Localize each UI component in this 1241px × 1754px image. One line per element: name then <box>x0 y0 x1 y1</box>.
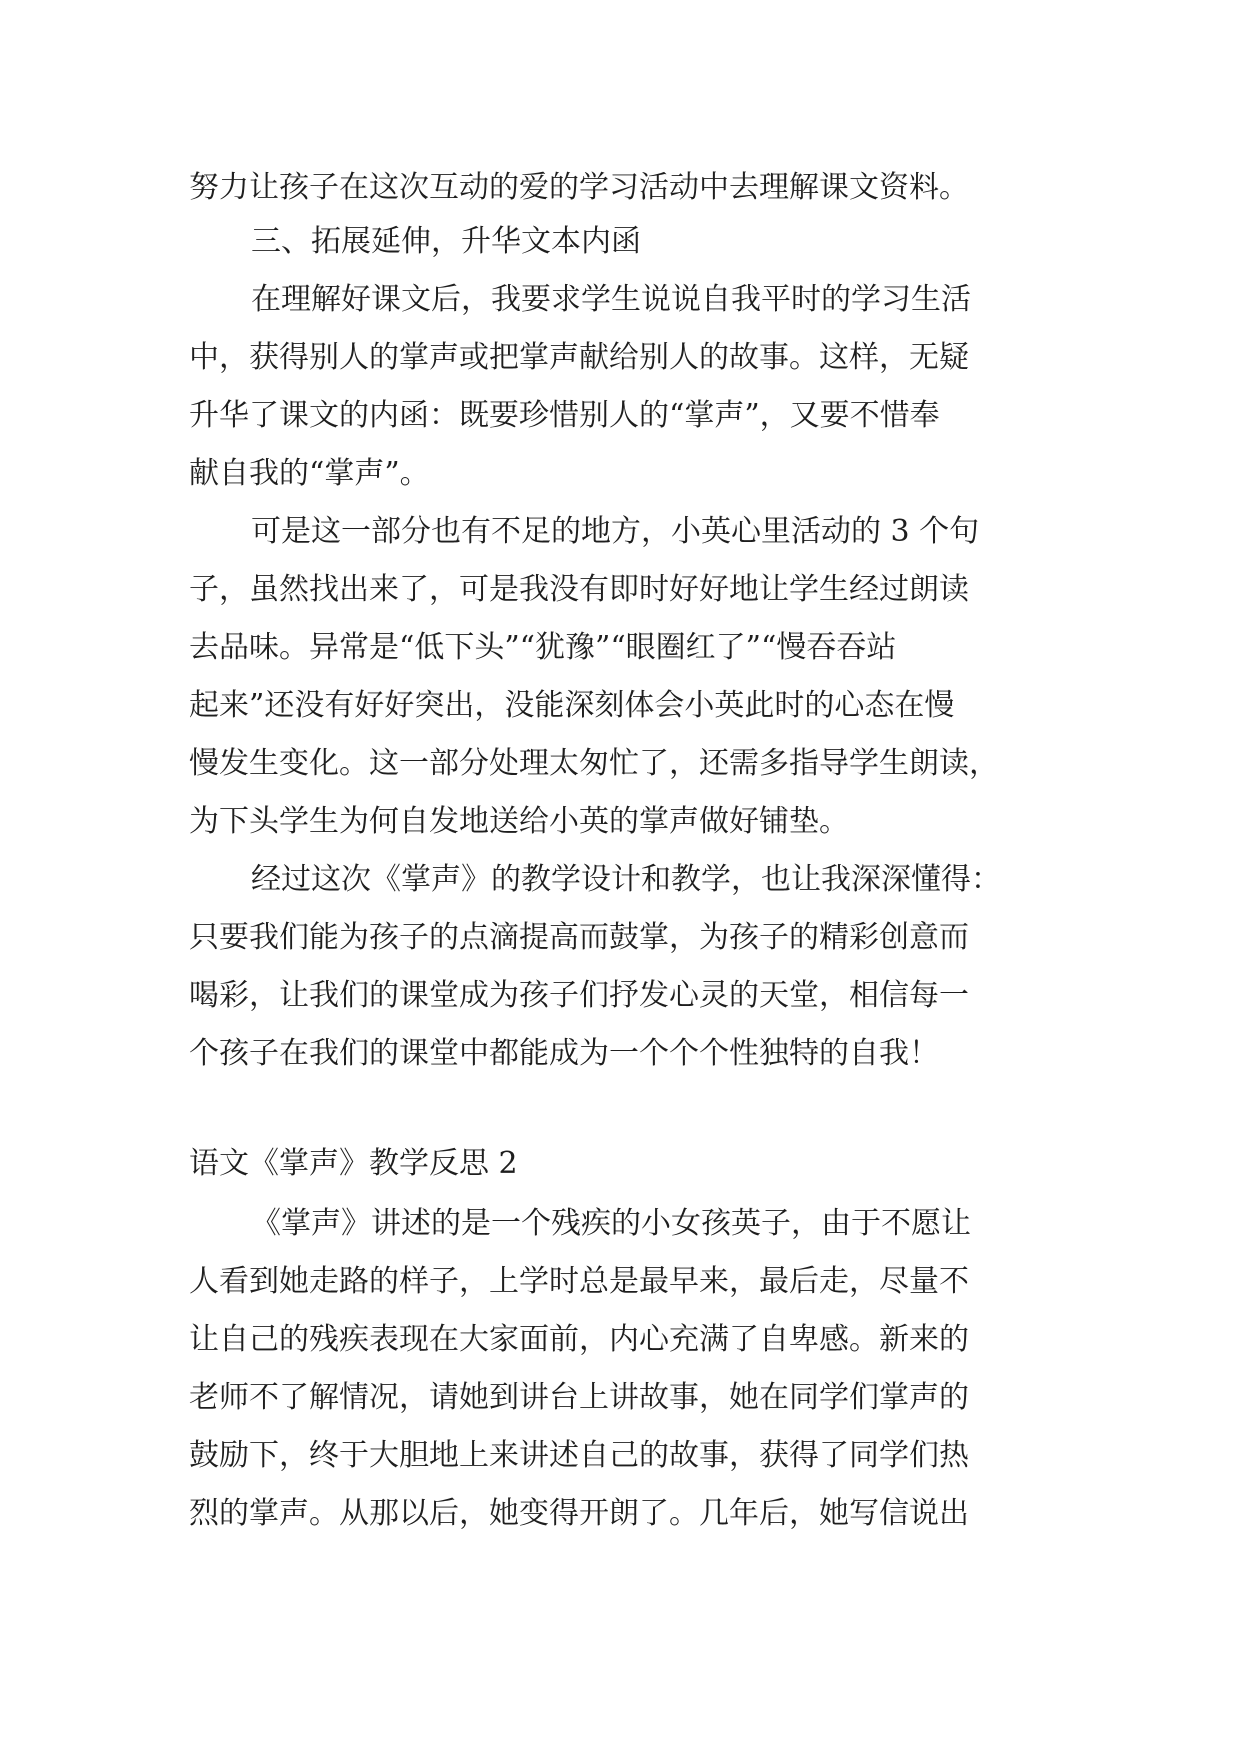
paragraph-line: 努力让孩子在这次互动的爱的学习活动中去理解课文资料。 <box>189 170 969 205</box>
paragraph-line: 人看到她走路的样子，上学时总是最早来，最后走，尽量不 <box>189 1264 969 1299</box>
paragraph-line: 老师不了解情况，请她到讲台上讲故事，她在同学们掌声的 <box>189 1380 969 1415</box>
paragraph-line: 中，获得别人的掌声或把掌声献给别人的故事。这样，无疑 <box>189 340 969 375</box>
paragraph-line: 个孩子在我们的课堂中都能成为一个个个性独特的自我！ <box>189 1036 939 1071</box>
paragraph-line: 子，虽然找出来了，可是我没有即时好好地让学生经过朗读 <box>189 572 969 607</box>
paragraph-line: 让自己的残疾表现在大家面前，内心充满了自卑感。新来的 <box>189 1322 969 1357</box>
paragraph-line: 《掌声》讲述的是一个残疾的小女孩英子，由于不愿让 <box>251 1206 971 1241</box>
paragraph-line: 起来”还没有好好突出，没能深刻体会小英此时的心态在慢 <box>189 688 955 723</box>
section-heading: 三、拓展延伸，升华文本内函 <box>251 224 641 259</box>
paragraph-line: 在理解好课文后，我要求学生说说自我平时的学习生活 <box>251 282 971 317</box>
paragraph-line: 献自我的“掌声”。 <box>189 456 430 491</box>
paragraph-line: 去品味。异常是“低下头”“犹豫”“眼圈红了”“慢吞吞站 <box>189 630 897 665</box>
paragraph-line: 可是这一部分也有不足的地方，小英心里活动的 3 个句 <box>251 514 980 549</box>
paragraph-line: 升华了课文的内函：既要珍惜别人的“掌声”，又要不惜奉 <box>189 398 940 433</box>
article-title: 语文《掌声》教学反思 2 <box>189 1146 518 1181</box>
paragraph-line: 鼓励下，终于大胆地上来讲述自己的故事，获得了同学们热 <box>189 1438 969 1473</box>
paragraph-line: 经过这次《掌声》的教学设计和教学，也让我深深懂得： <box>251 862 1001 897</box>
paragraph-line: 烈的掌声。从那以后，她变得开朗了。几年后，她写信说出 <box>189 1496 969 1531</box>
paragraph-line: 喝彩，让我们的课堂成为孩子们抒发心灵的天堂，相信每一 <box>189 978 969 1013</box>
paragraph-line: 慢发生变化。这一部分处理太匆忙了，还需多指导学生朗读， <box>189 746 999 781</box>
paragraph-line: 为下头学生为何自发地送给小英的掌声做好铺垫。 <box>189 804 849 839</box>
paragraph-line: 只要我们能为孩子的点滴提高而鼓掌，为孩子的精彩创意而 <box>189 920 969 955</box>
